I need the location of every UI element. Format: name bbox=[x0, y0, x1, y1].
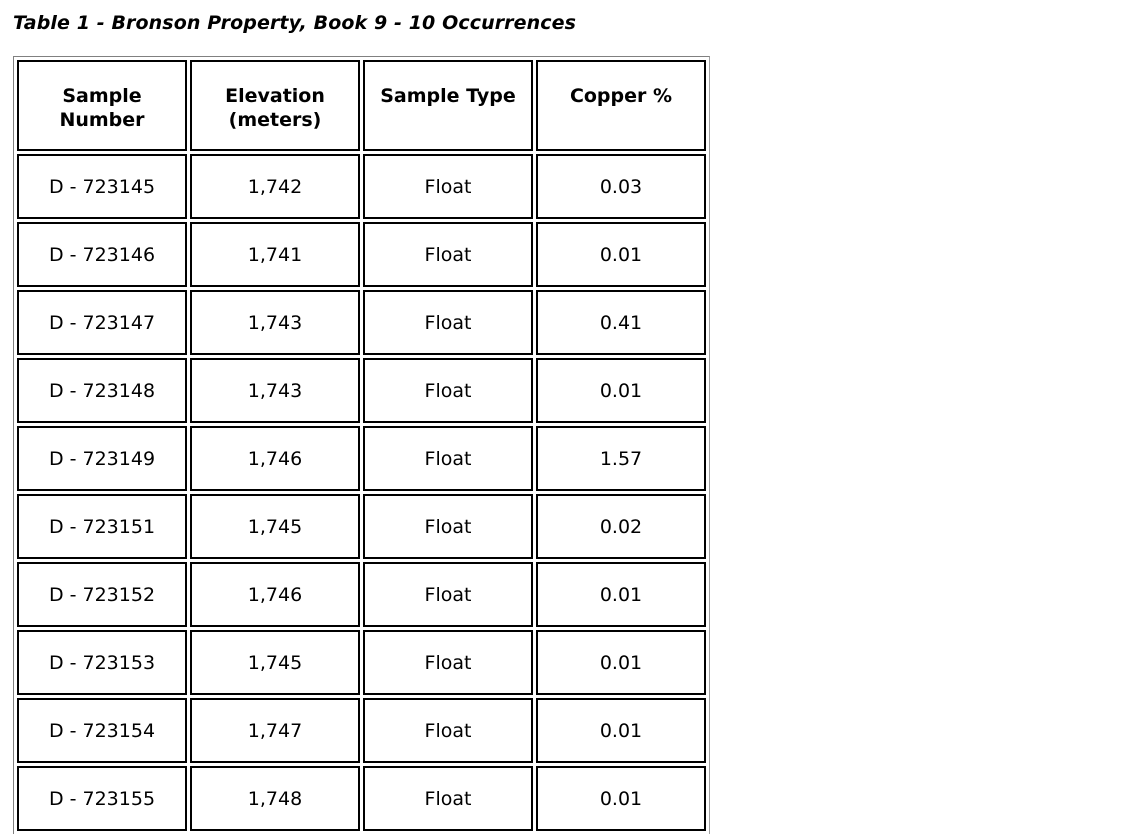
table-row bbox=[17, 222, 706, 287]
cell-sample-number: D - 723155 bbox=[17, 766, 187, 831]
cell-elevation: 1,745 bbox=[190, 494, 360, 559]
cell-elevation: 1,748 bbox=[190, 766, 360, 831]
cell-copper-percent: 0.01 bbox=[536, 766, 706, 831]
cell-copper-percent: 0.01 bbox=[536, 222, 706, 287]
cell-copper-percent: 0.01 bbox=[536, 562, 706, 627]
cell-elevation: 1,746 bbox=[190, 562, 360, 627]
header-sample-number bbox=[17, 60, 187, 151]
cell-elevation: 1,747 bbox=[190, 698, 360, 763]
cell-sample-type: Float bbox=[363, 766, 533, 831]
table-row bbox=[17, 154, 706, 219]
cell-sample-number: D - 723146 bbox=[17, 222, 187, 287]
header-elevation-line2: (meters) bbox=[228, 109, 322, 131]
cell-elevation: 1,741 bbox=[190, 222, 360, 287]
table-row bbox=[17, 494, 706, 559]
cell-copper-percent: 0.41 bbox=[536, 290, 706, 355]
table-row bbox=[17, 698, 706, 763]
cell-sample-type: Float bbox=[363, 630, 533, 695]
occurrences-table bbox=[13, 56, 710, 834]
cell-sample-type: Float bbox=[363, 494, 533, 559]
cell-elevation: 1,746 bbox=[190, 426, 360, 491]
cell-sample-type: Float bbox=[363, 698, 533, 763]
cell-elevation: 1,745 bbox=[190, 630, 360, 695]
cell-sample-number: D - 723148 bbox=[17, 358, 187, 423]
table-row bbox=[17, 426, 706, 491]
table-row bbox=[17, 766, 706, 831]
header-sample-number-line1: Sample bbox=[62, 85, 142, 107]
header-elevation bbox=[190, 60, 360, 151]
cell-sample-number: D - 723153 bbox=[17, 630, 187, 695]
cell-elevation: 1,743 bbox=[190, 290, 360, 355]
cell-copper-percent: 1.57 bbox=[536, 426, 706, 491]
cell-copper-percent: 0.03 bbox=[536, 154, 706, 219]
table-caption: Table 1 - Bronson Property, Book 9 - 10 Occurrences bbox=[13, 12, 577, 34]
header-elevation-line1: Elevation bbox=[225, 85, 325, 107]
header-sample-type-line1: Sample Type bbox=[380, 85, 516, 107]
cell-sample-number: D - 723145 bbox=[17, 154, 187, 219]
cell-sample-type: Float bbox=[363, 290, 533, 355]
cell-sample-type: Float bbox=[363, 562, 533, 627]
cell-sample-type: Float bbox=[363, 426, 533, 491]
table-row bbox=[17, 562, 706, 627]
cell-copper-percent: 0.01 bbox=[536, 630, 706, 695]
table-row bbox=[17, 290, 706, 355]
cell-sample-number: D - 723147 bbox=[17, 290, 187, 355]
cell-sample-number: D - 723151 bbox=[17, 494, 187, 559]
cell-sample-type: Float bbox=[363, 222, 533, 287]
cell-copper-percent: 0.02 bbox=[536, 494, 706, 559]
cell-copper-percent: 0.01 bbox=[536, 698, 706, 763]
cell-sample-type: Float bbox=[363, 358, 533, 423]
table-header-row bbox=[17, 60, 706, 151]
cell-elevation: 1,742 bbox=[190, 154, 360, 219]
cell-sample-number: D - 723149 bbox=[17, 426, 187, 491]
cell-sample-type: Float bbox=[363, 154, 533, 219]
cell-elevation: 1,743 bbox=[190, 358, 360, 423]
cell-sample-number: D - 723154 bbox=[17, 698, 187, 763]
table-row bbox=[17, 630, 706, 695]
header-copper-percent bbox=[536, 60, 706, 151]
cell-sample-number: D - 723152 bbox=[17, 562, 187, 627]
header-sample-type bbox=[363, 60, 533, 151]
cell-copper-percent: 0.01 bbox=[536, 358, 706, 423]
table-row bbox=[17, 358, 706, 423]
header-copper-percent-line1: Copper % bbox=[569, 85, 673, 107]
header-sample-number-line2: Number bbox=[59, 109, 145, 131]
